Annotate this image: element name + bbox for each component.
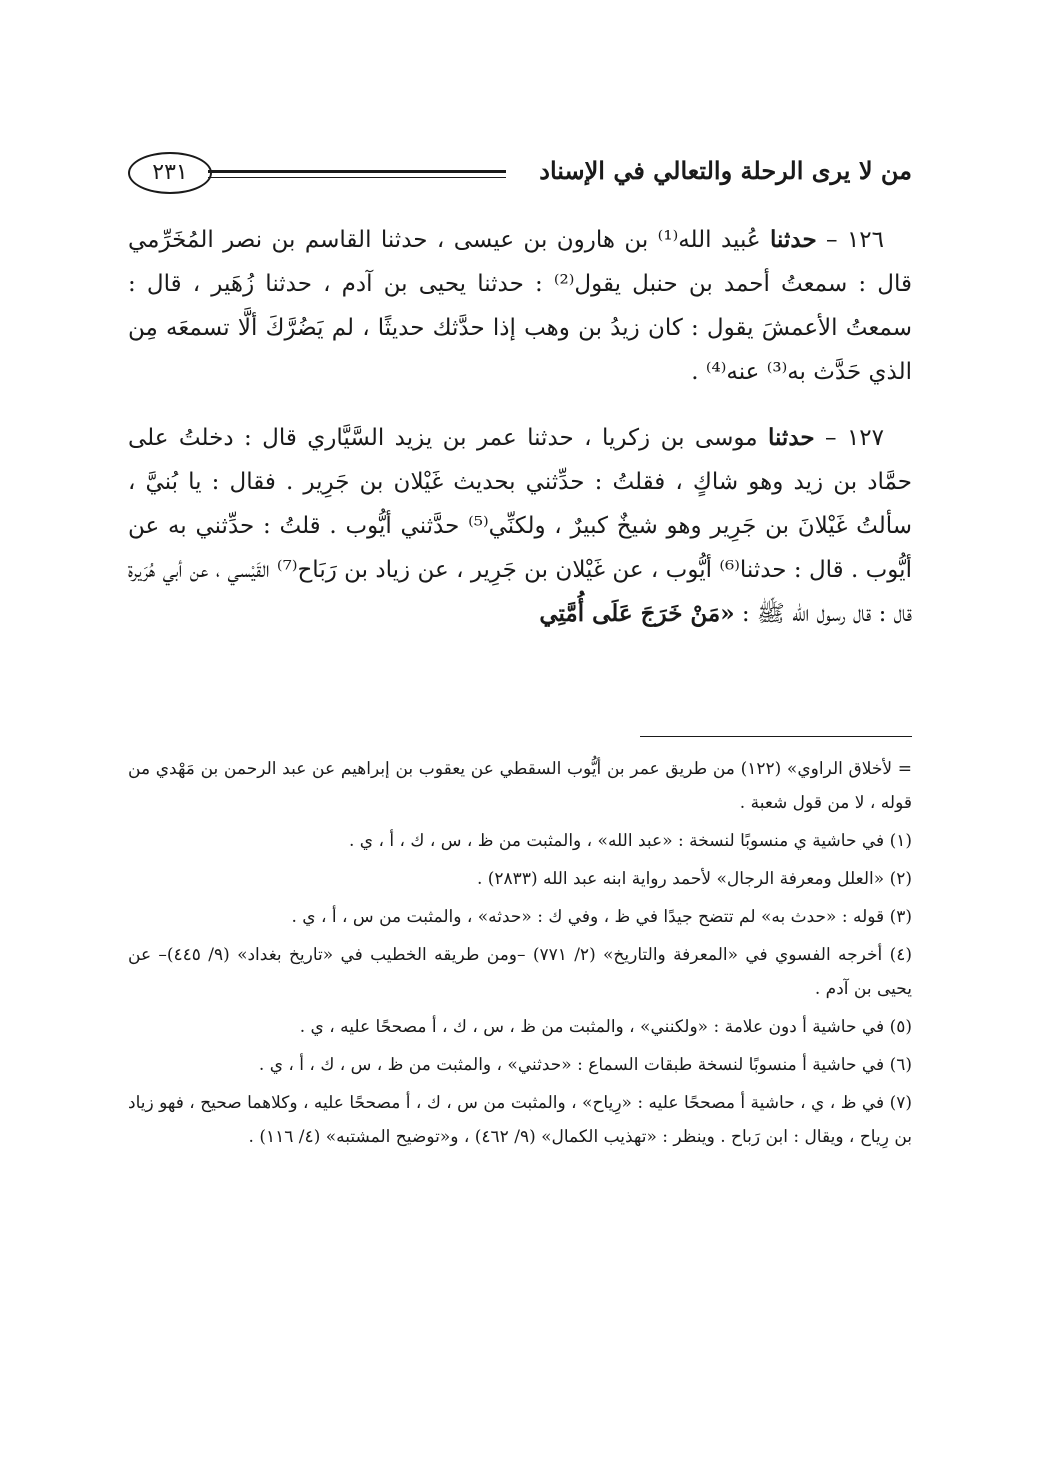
footnote-6: (٦) في حاشية أ منسوبًا لنسخة طبقات السماع : «حدثني» ، والمثبت من ظ ، س ، ك ، أ ، ي . xyxy=(258,1055,912,1075)
hadith-126 xyxy=(128,218,912,394)
running-title: من لا يرى الرحلة والتعالي في الإسناد xyxy=(539,156,912,185)
hadith-number: ١٢٦ – xyxy=(816,227,884,253)
hadith-text: عُبيد الله⁽¹⁾ بن هارون بن عيسى ، حدثنا القاسم بن نصر المُخَرِّمي قال : سمعتُ أحمد بن حنبل يقول⁽²⁾ : حدثنا يحيى بن آدم ، حدثنا زُهَير ، قال : سمعتُ الأعمشَ يقول : كان زيدُ بن وهب إذا حدَّثك حديثًا ، لم يَضُرَّكَ ألَّا تسمعَه مِن الذي حَدَّث به⁽³⁾ عنه⁽⁴⁾ . xyxy=(128,227,912,385)
hadith-127 xyxy=(128,416,912,636)
footnote-1: (١) في حاشية ي منسوبًا لنسخة : «عبد الله» ، والمثبت من ظ ، س ، ك ، أ ، ي . xyxy=(349,831,912,851)
footnote-7: (٧) في ظ ، ي ، حاشية أ مصححًا عليه : «رِياح» ، والمثبت من س ، ك ، أ مصححًا عليه ، وكلاهما صحيح ، فهو زياد بن رِياح ، ويقال : ابن رَباح . وينظر : «تهذيب الكمال» (٩/ ٤٦٢) ، و«توضيح المشتبه» (٤/ ١١٦) . xyxy=(128,1093,912,1147)
hadith-text: موسى بن زكريا ، حدثنا عمر بن يزيد السَّيَّاري قال : دخلتُ على حمَّاد بن زيد وهو شاكٍ ، فقلتُ : حدِّثني بحديث غَيْلان بن جَرِير . فقال : يا بُنيَّ ، سألتُ غَيْلانَ بن جَرِير وهو شيخٌ كبيرٌ ، ولكنِّي⁽⁵⁾ حدَّثني أيُّوب . قلتُ : حدِّثني به عن أيُّوب . قال : حدثنا⁽⁶⁾ أيُّوب ، عن غَيْلان بن جَرِير ، عن زياد بن رَبَاح⁽⁷⁾ القَيْسي ، عن أبي هُرَيرة قال : قال رسول الله ﷺ : xyxy=(128,425,912,627)
footnote-5: (٥) في حاشية أ دون علامة : «ولكنني» ، والمثبت من ظ ، س ، ك ، أ مصححًا عليه ، ي . xyxy=(299,1017,912,1037)
page-number: ٢٣١ xyxy=(128,152,212,194)
footnote-4: (٤) أخرجه الفسوي في «المعرفة والتاريخ» (٢/ ٧٧١) –ومن طريقه الخطيب في «تاريخ بغداد» (٩/ ٤٤٥)– عن يحيى بن آدم . xyxy=(128,945,912,999)
continuation-text: لأخلاق الراوي» (١٢٢) من طريق عمر بن أيُّوب السقطي عن يعقوب بن إبراهيم عن عبد الرحمن بن مَهْدي من قوله ، لا من قول شعبة . xyxy=(128,759,912,813)
main-text xyxy=(128,218,912,658)
haddathana-word: حدثنا xyxy=(767,424,815,451)
footnote-2: (٢) «العلل ومعرفة الرجال» لأحمد رواية ابنه عبد الله (٢٨٣٣) . xyxy=(476,869,912,889)
hadith-number: ١٢٧ – xyxy=(814,425,885,451)
haddathana-word: حدثنا xyxy=(770,226,817,253)
footnote-separator xyxy=(640,736,912,737)
header-rule xyxy=(208,170,506,178)
footnote-continuation xyxy=(128,752,912,820)
footnote-3: (٣) قوله : «حدث به» لم تتضح جيدًا في ظ ، وفي ك : «حدثه» ، والمثبت من س ، أ ، ي . xyxy=(291,907,912,927)
continuation-mark: = xyxy=(897,759,912,779)
prophet-quote: «مَنْ خَرَجَ عَلَى أُمَّتِي xyxy=(539,600,735,627)
footnotes xyxy=(128,752,912,1158)
page-header xyxy=(128,150,912,200)
